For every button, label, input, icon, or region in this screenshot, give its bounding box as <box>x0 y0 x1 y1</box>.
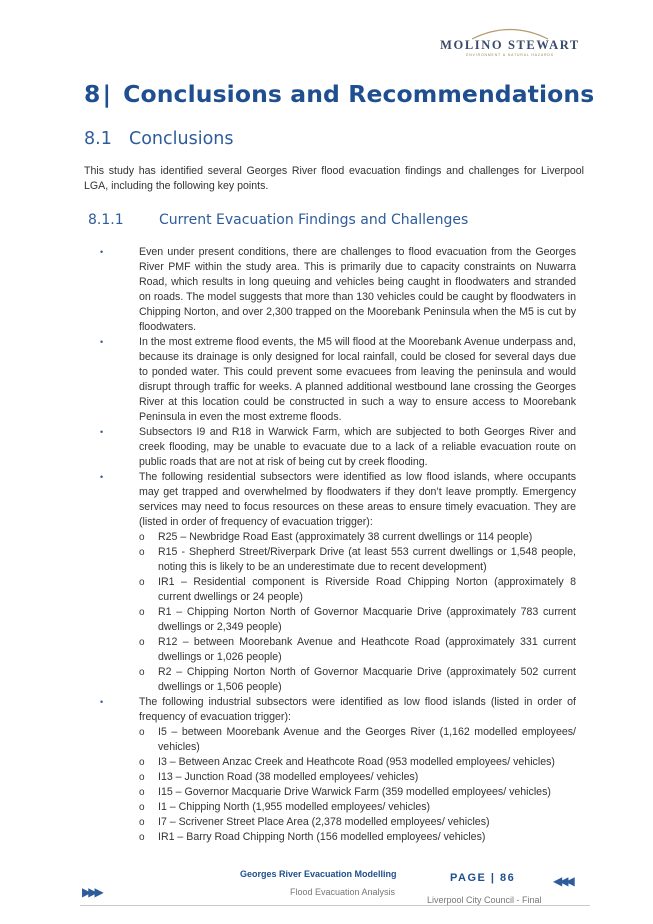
circle-bullet-icon: o <box>139 772 145 783</box>
subsection-heading <box>88 212 468 228</box>
chapter-heading <box>84 80 594 108</box>
list-item <box>100 335 576 425</box>
list-item <box>100 470 576 695</box>
chapter-separator: | <box>102 80 112 108</box>
bullet-dot-icon: • <box>100 697 104 707</box>
circle-bullet-icon: o <box>139 577 145 588</box>
circle-bullet-icon: o <box>139 787 145 798</box>
circle-bullet-icon: o <box>139 817 145 828</box>
section-number: 8.1 <box>84 129 112 149</box>
circle-bullet-icon: o <box>139 757 145 768</box>
sub-list-item: o IR1 – Residential component is Riverside Road Chipping Norton (approximately 8 current dwellings or 24 people) <box>139 576 576 603</box>
sub-list-item: o I7 – Scrivener Street Place Area (2,378 modelled employees/ vehicles) <box>139 816 490 828</box>
chapter-title: Conclusions and Recommendations <box>123 80 595 108</box>
bullet-text: Even under present conditions, there are challenges to flood evacuation from the Georges River PMF within the study area. This is primarily due to capacity constraints on Nuwarra Road, which results in long queuing and vehicles being caught in floodwaters and stranded on roads. The model suggests that more than 130 vehicles could be caught by floodwaters in Chipping Norton, and over 2,300 trapped on the Moorebank Peninsula when the M5 is cut by floodwaters. <box>139 246 576 333</box>
footer-council: Liverpool City Council - Final <box>427 895 542 905</box>
footer-report-subtitle: Flood Evacuation Analysis <box>290 887 396 897</box>
triangle-arrows-right-icon: ▶▶▶ <box>82 885 101 899</box>
bullet-dot-icon: • <box>100 427 104 437</box>
circle-bullet-icon: o <box>139 802 145 813</box>
sub-list-item: o R12 – between Moorebank Avenue and Heathcote Road (approximately 331 current dwellings or 1,026 people) <box>139 636 576 663</box>
circle-bullet-icon: o <box>139 637 145 648</box>
sub-list-item: o R1 – Chipping Norton North of Governor Macquarie Drive (approximately 783 current dwellings or 2,349 people) <box>139 606 576 633</box>
bullet-text: In the most extreme flood events, the M5 will flood at the Moorebank Avenue underpass and, because its drainage is only designed for local rainfall, could be closed for several days due to ponded water. This could prevent some evacuees from leaving the peninsula and would disrupt through traffic for weeks. A planned additional westbound lane crossing the Georges River at this location could be constructed in such a way to ensure access to Moorebank Peninsula in even the most extreme floods. <box>139 336 576 423</box>
bullet-dot-icon: • <box>100 337 104 347</box>
subsection-number: 8.1.1 <box>88 212 124 228</box>
sub-list-item: o I13 – Junction Road (38 modelled employees/ vehicles) <box>139 771 419 783</box>
circle-bullet-icon: o <box>139 727 145 738</box>
circle-bullet-icon: o <box>139 547 145 558</box>
bullet-text: The following residential subsectors were identified as low flood islands, where occupants may get trapped and overwhelmed by floodwaters if they don’t leave promptly. Emergency services may need to focus resources on these areas to ensure timely evacuation. They are (listed in order of frequency of evacuation trigger): <box>139 471 576 528</box>
subsection-title: Current Evacuation Findings and Challenges <box>159 212 469 228</box>
bullet-dot-icon: • <box>100 247 104 257</box>
industrial-subsector-list <box>139 725 576 845</box>
sub-list-item: o I15 – Governor Macquarie Drive Warwick Farm (359 modelled employees/ vehicles) <box>139 786 551 798</box>
bullet-dot-icon: • <box>100 472 104 482</box>
bullet-text: Subsectors I9 and R18 in Warwick Farm, which are subjected to both Georges River and creek flooding, may be unable to evacuate due to a lack of a reliable evacuation route on public roads that are not at risk of being cut by creek flooding. <box>139 426 576 468</box>
circle-bullet-icon: o <box>139 832 145 843</box>
sub-list-item: o I1 – Chipping North (1,955 modelled employees/ vehicles) <box>139 801 431 813</box>
residential-subsector-list <box>139 530 576 695</box>
sub-list-item: o R15 - Shepherd Street/Riverpark Drive (at least 553 current dwellings or 1,548 people, noting this is likely to be an underestimate due to recent development) <box>139 546 576 573</box>
bullet-text: The following industrial subsectors were identified as low flood islands (listed in order of frequency of evacuation trigger): <box>139 696 576 723</box>
footer-divider <box>80 905 590 906</box>
logo-wordmark: MOLINO STEWART <box>440 38 580 52</box>
chapter-number: 8 <box>84 80 101 108</box>
sub-list-item: o IR1 – Barry Road Chipping North (156 modelled employees/ vehicles) <box>139 831 486 843</box>
circle-bullet-icon: o <box>139 667 145 678</box>
list-item <box>100 695 576 845</box>
logo-tagline: ENVIRONMENT & NATURAL HAZARDS <box>466 53 554 57</box>
list-item <box>100 245 576 335</box>
circle-bullet-icon: o <box>139 532 145 543</box>
findings-list <box>100 245 576 845</box>
sub-list-item: o I5 – between Moorebank Avenue and the Georges River (1,162 modelled employees/ vehicles) <box>139 726 576 753</box>
footer-report-title: Georges River Evacuation Modelling <box>240 869 397 879</box>
list-item <box>100 425 576 470</box>
page-number: PAGE | 86 <box>450 872 516 884</box>
intro-paragraph: This study has identified several Georges River flood evacuation findings and challenges for Liverpool LGA, including the following key points. <box>84 165 584 192</box>
sub-list-item: o R2 – Chipping Norton North of Governor Macquarie Drive (approximately 502 current dwellings or 1,506 people) <box>139 666 576 693</box>
triangle-arrows-left-icon: ◀◀◀ <box>553 874 572 888</box>
sub-list-item: o I3 – Between Anzac Creek and Heathcote Road (953 modelled employees/ vehicles) <box>139 756 555 768</box>
sub-list-item: o R25 – Newbridge Road East (approximately 38 current dwellings or 114 people) <box>139 531 533 543</box>
section-heading <box>84 129 234 149</box>
section-title: Conclusions <box>129 129 234 149</box>
circle-bullet-icon: o <box>139 607 145 618</box>
